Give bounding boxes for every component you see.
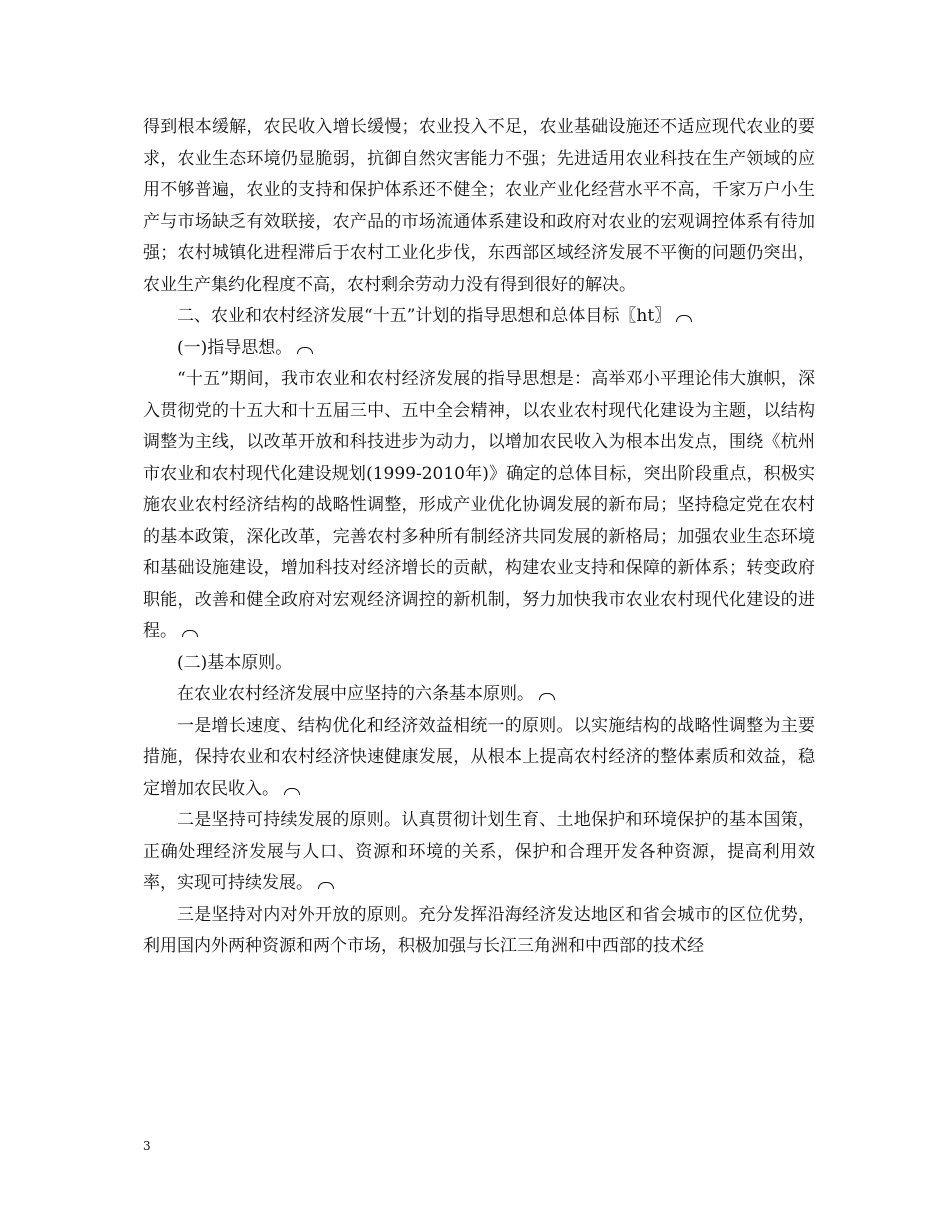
section-heading: 二、农业和农村经济发展“十五”计划的指导思想和总体目标〖ht〗 (143, 301, 815, 333)
paragraph-mark-icon (676, 315, 692, 322)
paragraph-principles-intro: 在农业农村经济发展中应坚持的六条基本原则。 (143, 679, 815, 711)
subsection-heading-guiding-thought: (一)指导思想。 (143, 333, 815, 365)
paragraph-principle-three: 三是坚持对内对外开放的原则。充分发挥沿海经济发达地区和省会城市的区位优势，利用国内外两种资源和两个市场，积极加强与长江三角洲和中西部的技术经 (143, 904, 815, 956)
paragraph-mark-icon (182, 630, 198, 637)
subsection-heading-basic-principles: (二)基本原则。 (177, 652, 293, 673)
paragraph-mark-icon (284, 788, 300, 795)
page-number: 3 (143, 1139, 151, 1153)
paragraph-continued: 得到根本缓解，农民收入增长缓慢；农业投入不足，农业基础设施还不适应现代农业的要求，农业生态环境仍显脆弱，抗御自然灾害能力不强；先进适用农业科技在生产领域的应用不够普遍，农业的支持和保护体系还不健全；农业产业化经营水平不高，千家万户小生产与市场缺乏有效联接，农产品的市场流通体系建设和政府对农业的宏观调控体系有待加强；农村城镇化进程滞后于农村工业化步伐，东西部区域经济发展不平衡的问题仍突出，农业生产集约化程度不高，农村剩余劳动力没有得到很好的解决。 (143, 117, 815, 295)
paragraph-principle-one: 一是增长速度、结构优化和经济效益相统一的原则。以实施结构的战略性调整为主要措施，保持农业和农村经济快速健康发展，从根本上提高农村经济的整体素质和效益，稳定增加农民收入。 (143, 715, 815, 799)
paragraph-guiding-thought: “十五”期间，我市农业和农村经济发展的指导思想是：高举邓小平理论伟大旗帜，深入贯彻党的十五大和十五届三中、五中全会精神，以农业农村现代化建设为主题，以结构调整为主线，以改革开放和科技进步为动力，以增加农民收入为根本出发点，围绕《杭州市农业和农村现代化建设规划(1999-2010年)》确定的总体目标，突出阶段重点，积极实施农业农村经济结构的战略性调整，形成产业优化协调发展的新布局；坚持稳定党在农村的基本政策，深化改革，完善农村多种所有制经济共同发展的新格局；加强农业生态环境和基础设施建设，增加科技对经济增长的贡献，构建农业支持和保障的新体系；转变政府职能，改善和健全政府对宏观经济调控的新机制，努力加快我市农业农村现代化建设的进程。 (143, 369, 815, 641)
paragraph-mark-icon (539, 693, 555, 700)
paragraph-mark-icon (318, 882, 334, 889)
document-body (143, 112, 815, 963)
paragraph-mark-icon (297, 347, 313, 354)
paragraph-principle-two: 二是坚持可持续发展的原则。认真贯彻计划生育、土地保护和环境保护的基本国策，正确处理经济发展与人口、资源和环境的关系，保护和合理开发各种资源，提高利用效率，实现可持续发展。 (143, 810, 815, 893)
